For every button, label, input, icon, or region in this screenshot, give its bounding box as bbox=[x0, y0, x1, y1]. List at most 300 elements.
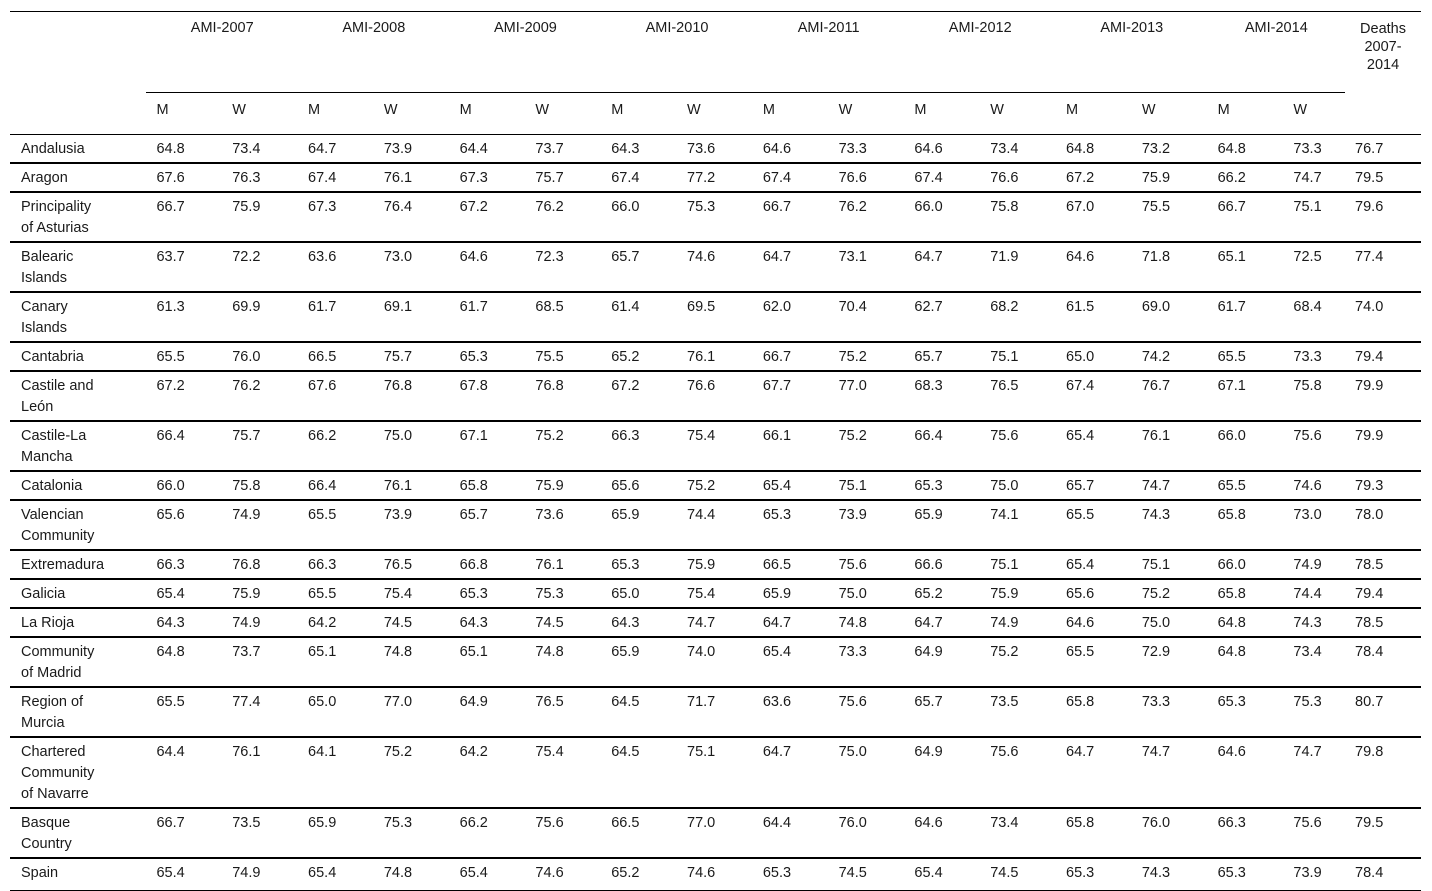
value-cell: 76.2 bbox=[222, 371, 298, 421]
group-header: AMI-2011 bbox=[753, 12, 905, 93]
value-cell: 65.6 bbox=[601, 471, 677, 500]
region-name-line: Cantabria bbox=[21, 349, 84, 365]
region-name-line: Chartered bbox=[21, 744, 86, 760]
value-cell: 65.3 bbox=[753, 858, 829, 891]
sub-header-men: M bbox=[904, 93, 980, 135]
deaths-cell: 74.0 bbox=[1345, 292, 1421, 342]
value-cell: 69.1 bbox=[374, 292, 450, 342]
value-cell: 67.3 bbox=[298, 192, 374, 242]
value-cell: 65.4 bbox=[450, 858, 526, 891]
region-cell bbox=[10, 342, 146, 371]
value-cell: 73.4 bbox=[1283, 637, 1345, 687]
region-name-line: Country bbox=[21, 836, 72, 852]
corner-cell bbox=[10, 12, 146, 93]
sub-header-men: M bbox=[601, 93, 677, 135]
value-cell: 64.3 bbox=[146, 608, 222, 637]
region-cell bbox=[10, 637, 146, 687]
value-cell: 65.7 bbox=[601, 242, 677, 292]
value-cell: 65.9 bbox=[753, 579, 829, 608]
value-cell: 75.3 bbox=[374, 808, 450, 858]
value-cell: 63.6 bbox=[298, 242, 374, 292]
region-name-line: Basque bbox=[21, 815, 71, 831]
value-cell: 75.2 bbox=[677, 471, 753, 500]
value-cell: 73.6 bbox=[677, 135, 753, 164]
value-cell: 64.6 bbox=[1056, 242, 1132, 292]
table-row bbox=[10, 421, 1421, 471]
value-cell: 73.1 bbox=[829, 242, 905, 292]
value-cell: 74.3 bbox=[1283, 608, 1345, 637]
value-cell: 61.7 bbox=[450, 292, 526, 342]
region-name-line: Mancha bbox=[21, 449, 73, 465]
value-cell: 74.3 bbox=[1132, 500, 1208, 550]
value-cell: 73.9 bbox=[829, 500, 905, 550]
value-cell: 74.7 bbox=[1283, 163, 1345, 192]
region-name-line: of Asturias bbox=[21, 220, 89, 236]
value-cell: 75.4 bbox=[677, 421, 753, 471]
value-cell: 61.5 bbox=[1056, 292, 1132, 342]
value-cell: 66.0 bbox=[1208, 550, 1284, 579]
value-cell: 63.6 bbox=[753, 687, 829, 737]
value-cell: 66.2 bbox=[450, 808, 526, 858]
table-row bbox=[10, 858, 1421, 891]
value-cell: 75.4 bbox=[525, 737, 601, 808]
value-cell: 75.1 bbox=[1283, 192, 1345, 242]
value-cell: 67.2 bbox=[450, 192, 526, 242]
value-cell: 65.3 bbox=[1208, 858, 1284, 891]
value-cell: 72.9 bbox=[1132, 637, 1208, 687]
group-header: AMI-2007 bbox=[146, 12, 298, 93]
value-cell: 66.1 bbox=[753, 421, 829, 471]
value-cell: 67.4 bbox=[298, 163, 374, 192]
value-cell: 74.7 bbox=[677, 608, 753, 637]
value-cell: 75.0 bbox=[980, 471, 1056, 500]
value-cell: 66.4 bbox=[298, 471, 374, 500]
sub-header-women: W bbox=[1283, 93, 1345, 135]
region-cell bbox=[10, 371, 146, 421]
value-cell: 75.6 bbox=[829, 687, 905, 737]
sub-header-women: W bbox=[525, 93, 601, 135]
value-cell: 76.8 bbox=[222, 550, 298, 579]
value-cell: 61.7 bbox=[1208, 292, 1284, 342]
deaths-cell: 76.7 bbox=[1345, 135, 1421, 164]
region-cell bbox=[10, 292, 146, 342]
value-cell: 75.7 bbox=[525, 163, 601, 192]
value-cell: 65.5 bbox=[1056, 500, 1132, 550]
value-cell: 62.0 bbox=[753, 292, 829, 342]
value-cell: 64.7 bbox=[753, 608, 829, 637]
value-cell: 73.4 bbox=[222, 135, 298, 164]
value-cell: 75.2 bbox=[829, 342, 905, 371]
sub-header-men: M bbox=[298, 93, 374, 135]
value-cell: 65.5 bbox=[1208, 471, 1284, 500]
region-cell bbox=[10, 808, 146, 858]
group-header: AMI-2012 bbox=[904, 12, 1056, 93]
value-cell: 64.1 bbox=[298, 737, 374, 808]
value-cell: 65.5 bbox=[146, 342, 222, 371]
value-cell: 76.1 bbox=[677, 342, 753, 371]
value-cell: 66.7 bbox=[146, 192, 222, 242]
value-cell: 75.9 bbox=[980, 579, 1056, 608]
table-row bbox=[10, 342, 1421, 371]
value-cell: 75.0 bbox=[1132, 608, 1208, 637]
value-cell: 66.0 bbox=[146, 471, 222, 500]
value-cell: 73.0 bbox=[1283, 500, 1345, 550]
value-cell: 71.9 bbox=[980, 242, 1056, 292]
value-cell: 65.0 bbox=[1056, 342, 1132, 371]
value-cell: 74.9 bbox=[222, 858, 298, 891]
value-cell: 75.9 bbox=[1132, 163, 1208, 192]
value-cell: 74.7 bbox=[1132, 737, 1208, 808]
table-row bbox=[10, 371, 1421, 421]
sub-header-women: W bbox=[374, 93, 450, 135]
value-cell: 67.6 bbox=[298, 371, 374, 421]
table-row bbox=[10, 500, 1421, 550]
region-name-line: Extremadura bbox=[21, 557, 105, 573]
region-name-line: Murcia bbox=[21, 715, 65, 731]
value-cell: 75.2 bbox=[980, 637, 1056, 687]
value-cell: 66.4 bbox=[904, 421, 980, 471]
region-name-line: Community bbox=[21, 765, 95, 781]
value-cell: 65.4 bbox=[1056, 550, 1132, 579]
value-cell: 75.2 bbox=[829, 421, 905, 471]
value-cell: 66.7 bbox=[146, 808, 222, 858]
value-cell: 64.9 bbox=[904, 637, 980, 687]
value-cell: 65.4 bbox=[753, 637, 829, 687]
value-cell: 64.6 bbox=[1056, 608, 1132, 637]
value-cell: 67.4 bbox=[601, 163, 677, 192]
value-cell: 66.5 bbox=[753, 550, 829, 579]
value-cell: 75.2 bbox=[1132, 579, 1208, 608]
table-row bbox=[10, 579, 1421, 608]
value-cell: 75.9 bbox=[222, 579, 298, 608]
value-cell: 67.4 bbox=[904, 163, 980, 192]
deaths-cell: 79.6 bbox=[1345, 192, 1421, 242]
table-row bbox=[10, 242, 1421, 292]
value-cell: 76.1 bbox=[374, 163, 450, 192]
region-name-line: Principality bbox=[21, 199, 92, 215]
value-cell: 65.2 bbox=[601, 858, 677, 891]
region-name-line: Region of bbox=[21, 694, 84, 710]
value-cell: 74.2 bbox=[1132, 342, 1208, 371]
value-cell: 65.8 bbox=[1208, 500, 1284, 550]
value-cell: 64.5 bbox=[601, 737, 677, 808]
deaths-cell: 79.9 bbox=[1345, 371, 1421, 421]
value-cell: 65.4 bbox=[146, 858, 222, 891]
group-header: AMI-2008 bbox=[298, 12, 450, 93]
table-row bbox=[10, 135, 1421, 164]
value-cell: 66.5 bbox=[601, 808, 677, 858]
value-cell: 65.6 bbox=[1056, 579, 1132, 608]
deaths-cell: 78.4 bbox=[1345, 858, 1421, 891]
value-cell: 67.1 bbox=[450, 421, 526, 471]
value-cell: 75.0 bbox=[374, 421, 450, 471]
value-cell: 75.5 bbox=[525, 342, 601, 371]
value-cell: 66.0 bbox=[1208, 421, 1284, 471]
value-cell: 75.3 bbox=[677, 192, 753, 242]
value-cell: 64.9 bbox=[904, 737, 980, 808]
value-cell: 65.7 bbox=[1056, 471, 1132, 500]
table-container bbox=[10, 11, 1421, 891]
region-name-line: Aragon bbox=[21, 170, 68, 186]
deaths-header-line-2: 2007- bbox=[1364, 39, 1402, 55]
value-cell: 65.4 bbox=[298, 858, 374, 891]
value-cell: 66.6 bbox=[904, 550, 980, 579]
table-row bbox=[10, 687, 1421, 737]
value-cell: 72.5 bbox=[1283, 242, 1345, 292]
value-cell: 68.2 bbox=[980, 292, 1056, 342]
value-cell: 75.0 bbox=[829, 579, 905, 608]
value-cell: 73.0 bbox=[374, 242, 450, 292]
value-cell: 75.9 bbox=[222, 192, 298, 242]
value-cell: 66.2 bbox=[1208, 163, 1284, 192]
value-cell: 74.8 bbox=[374, 858, 450, 891]
table-row bbox=[10, 808, 1421, 858]
value-cell: 64.8 bbox=[1208, 608, 1284, 637]
value-cell: 75.6 bbox=[525, 808, 601, 858]
region-name-line: of Madrid bbox=[21, 665, 82, 681]
group-header: AMI-2014 bbox=[1208, 12, 1345, 93]
region-cell bbox=[10, 737, 146, 808]
region-name-line: Valencian bbox=[21, 507, 84, 523]
value-cell: 75.4 bbox=[374, 579, 450, 608]
value-cell: 76.0 bbox=[1132, 808, 1208, 858]
value-cell: 74.6 bbox=[1283, 471, 1345, 500]
value-cell: 74.7 bbox=[1283, 737, 1345, 808]
value-cell: 64.2 bbox=[298, 608, 374, 637]
region-name-line: Castile and bbox=[21, 378, 94, 394]
value-cell: 76.6 bbox=[980, 163, 1056, 192]
value-cell: 73.9 bbox=[374, 135, 450, 164]
value-cell: 76.8 bbox=[374, 371, 450, 421]
value-cell: 73.9 bbox=[1283, 858, 1345, 891]
deaths-cell: 78.0 bbox=[1345, 500, 1421, 550]
region-cell bbox=[10, 163, 146, 192]
value-cell: 64.9 bbox=[450, 687, 526, 737]
value-cell: 75.9 bbox=[525, 471, 601, 500]
region-name-line: Catalonia bbox=[21, 478, 83, 494]
deaths-header-line-1: Deaths bbox=[1360, 21, 1406, 37]
value-cell: 74.4 bbox=[677, 500, 753, 550]
group-header: AMI-2010 bbox=[601, 12, 753, 93]
sub-header-women: W bbox=[980, 93, 1056, 135]
value-cell: 67.7 bbox=[753, 371, 829, 421]
value-cell: 73.7 bbox=[222, 637, 298, 687]
value-cell: 65.3 bbox=[904, 471, 980, 500]
value-cell: 74.9 bbox=[980, 608, 1056, 637]
value-cell: 77.2 bbox=[677, 163, 753, 192]
value-cell: 73.9 bbox=[374, 500, 450, 550]
region-name-line: La Rioja bbox=[21, 615, 75, 631]
value-cell: 74.6 bbox=[677, 858, 753, 891]
value-cell: 65.5 bbox=[298, 500, 374, 550]
value-cell: 75.5 bbox=[1132, 192, 1208, 242]
value-cell: 61.4 bbox=[601, 292, 677, 342]
value-cell: 67.8 bbox=[450, 371, 526, 421]
value-cell: 66.8 bbox=[450, 550, 526, 579]
region-cell bbox=[10, 858, 146, 891]
value-cell: 72.2 bbox=[222, 242, 298, 292]
value-cell: 73.6 bbox=[525, 500, 601, 550]
region-cell bbox=[10, 471, 146, 500]
value-cell: 73.3 bbox=[829, 135, 905, 164]
sub-header-women: W bbox=[677, 93, 753, 135]
value-cell: 64.7 bbox=[753, 737, 829, 808]
value-cell: 74.5 bbox=[829, 858, 905, 891]
value-cell: 75.1 bbox=[1132, 550, 1208, 579]
value-cell: 66.7 bbox=[1208, 192, 1284, 242]
sub-header-men: M bbox=[1056, 93, 1132, 135]
value-cell: 65.7 bbox=[904, 687, 980, 737]
region-name-line: Community bbox=[21, 644, 95, 660]
region-name-line: Canary bbox=[21, 299, 68, 315]
value-cell: 65.5 bbox=[1208, 342, 1284, 371]
value-cell: 74.5 bbox=[374, 608, 450, 637]
region-cell bbox=[10, 192, 146, 242]
value-cell: 62.7 bbox=[904, 292, 980, 342]
value-cell: 67.6 bbox=[146, 163, 222, 192]
value-cell: 74.9 bbox=[1283, 550, 1345, 579]
region-name-line: Andalusia bbox=[21, 141, 85, 157]
value-cell: 74.0 bbox=[677, 637, 753, 687]
value-cell: 65.3 bbox=[1056, 858, 1132, 891]
sub-header-women: W bbox=[1132, 93, 1208, 135]
value-cell: 65.7 bbox=[904, 342, 980, 371]
value-cell: 66.3 bbox=[146, 550, 222, 579]
value-cell: 73.3 bbox=[1283, 135, 1345, 164]
value-cell: 75.2 bbox=[525, 421, 601, 471]
value-cell: 76.6 bbox=[829, 163, 905, 192]
value-cell: 74.4 bbox=[1283, 579, 1345, 608]
region-name-line: León bbox=[21, 399, 54, 415]
value-cell: 76.1 bbox=[525, 550, 601, 579]
value-cell: 75.7 bbox=[222, 421, 298, 471]
value-cell: 76.2 bbox=[525, 192, 601, 242]
value-cell: 75.8 bbox=[1283, 371, 1345, 421]
deaths-cell: 79.9 bbox=[1345, 421, 1421, 471]
value-cell: 68.3 bbox=[904, 371, 980, 421]
value-cell: 64.7 bbox=[904, 608, 980, 637]
value-cell: 74.7 bbox=[1132, 471, 1208, 500]
value-cell: 76.1 bbox=[374, 471, 450, 500]
value-cell: 64.8 bbox=[1208, 637, 1284, 687]
value-cell: 65.7 bbox=[450, 500, 526, 550]
value-cell: 65.3 bbox=[1208, 687, 1284, 737]
deaths-cell: 79.5 bbox=[1345, 163, 1421, 192]
value-cell: 75.1 bbox=[677, 737, 753, 808]
value-cell: 69.9 bbox=[222, 292, 298, 342]
value-cell: 65.3 bbox=[753, 500, 829, 550]
value-cell: 65.6 bbox=[146, 500, 222, 550]
value-cell: 76.0 bbox=[222, 342, 298, 371]
value-cell: 74.8 bbox=[525, 637, 601, 687]
value-cell: 67.0 bbox=[1056, 192, 1132, 242]
value-cell: 64.4 bbox=[146, 737, 222, 808]
region-name-line: Balearic bbox=[21, 249, 74, 265]
value-cell: 66.4 bbox=[146, 421, 222, 471]
value-cell: 61.3 bbox=[146, 292, 222, 342]
value-cell: 65.4 bbox=[1056, 421, 1132, 471]
table-row bbox=[10, 292, 1421, 342]
value-cell: 65.9 bbox=[904, 500, 980, 550]
sub-header-men: M bbox=[450, 93, 526, 135]
value-cell: 69.5 bbox=[677, 292, 753, 342]
value-cell: 66.0 bbox=[904, 192, 980, 242]
region-name-line: Islands bbox=[21, 270, 67, 286]
region-name-line: Castile-La bbox=[21, 428, 87, 444]
value-cell: 77.0 bbox=[677, 808, 753, 858]
value-cell: 71.8 bbox=[1132, 242, 1208, 292]
value-cell: 66.0 bbox=[601, 192, 677, 242]
region-cell bbox=[10, 687, 146, 737]
value-cell: 76.3 bbox=[222, 163, 298, 192]
value-cell: 68.4 bbox=[1283, 292, 1345, 342]
value-cell: 65.8 bbox=[450, 471, 526, 500]
deaths-cell: 78.4 bbox=[1345, 637, 1421, 687]
value-cell: 73.7 bbox=[525, 135, 601, 164]
value-cell: 75.6 bbox=[1283, 808, 1345, 858]
value-cell: 75.6 bbox=[1283, 421, 1345, 471]
region-cell bbox=[10, 608, 146, 637]
value-cell: 75.3 bbox=[1283, 687, 1345, 737]
value-cell: 76.5 bbox=[374, 550, 450, 579]
sub-header-women: W bbox=[829, 93, 905, 135]
group-header: AMI-2013 bbox=[1056, 12, 1208, 93]
value-cell: 64.7 bbox=[298, 135, 374, 164]
region-name-line: of Navarre bbox=[21, 786, 89, 802]
value-cell: 65.0 bbox=[601, 579, 677, 608]
value-cell: 76.2 bbox=[829, 192, 905, 242]
region-cell bbox=[10, 579, 146, 608]
value-cell: 64.8 bbox=[1056, 135, 1132, 164]
value-cell: 65.5 bbox=[1056, 637, 1132, 687]
value-cell: 65.8 bbox=[1056, 687, 1132, 737]
value-cell: 64.6 bbox=[904, 808, 980, 858]
value-cell: 64.7 bbox=[1056, 737, 1132, 808]
value-cell: 66.7 bbox=[753, 192, 829, 242]
value-cell: 65.1 bbox=[1208, 242, 1284, 292]
value-cell: 67.4 bbox=[1056, 371, 1132, 421]
value-cell: 75.1 bbox=[980, 550, 1056, 579]
value-cell: 75.4 bbox=[677, 579, 753, 608]
value-cell: 75.1 bbox=[980, 342, 1056, 371]
value-cell: 66.3 bbox=[1208, 808, 1284, 858]
value-cell: 69.0 bbox=[1132, 292, 1208, 342]
deaths-header bbox=[1345, 12, 1421, 135]
deaths-cell: 79.4 bbox=[1345, 579, 1421, 608]
value-cell: 63.7 bbox=[146, 242, 222, 292]
value-cell: 77.4 bbox=[222, 687, 298, 737]
value-cell: 74.5 bbox=[980, 858, 1056, 891]
value-cell: 74.9 bbox=[222, 608, 298, 637]
value-cell: 65.5 bbox=[298, 579, 374, 608]
value-cell: 64.5 bbox=[601, 687, 677, 737]
value-cell: 64.7 bbox=[753, 242, 829, 292]
value-cell: 65.4 bbox=[146, 579, 222, 608]
value-cell: 73.5 bbox=[222, 808, 298, 858]
table-body bbox=[10, 135, 1421, 891]
region-name-line: Galicia bbox=[21, 586, 66, 602]
value-cell: 76.5 bbox=[980, 371, 1056, 421]
value-cell: 64.2 bbox=[450, 737, 526, 808]
value-cell: 73.5 bbox=[980, 687, 1056, 737]
region-name-line: Community bbox=[21, 528, 95, 544]
region-name-line: Islands bbox=[21, 320, 67, 336]
value-cell: 65.4 bbox=[904, 858, 980, 891]
value-cell: 64.6 bbox=[904, 135, 980, 164]
deaths-cell: 78.5 bbox=[1345, 608, 1421, 637]
value-cell: 73.3 bbox=[829, 637, 905, 687]
value-cell: 71.7 bbox=[677, 687, 753, 737]
